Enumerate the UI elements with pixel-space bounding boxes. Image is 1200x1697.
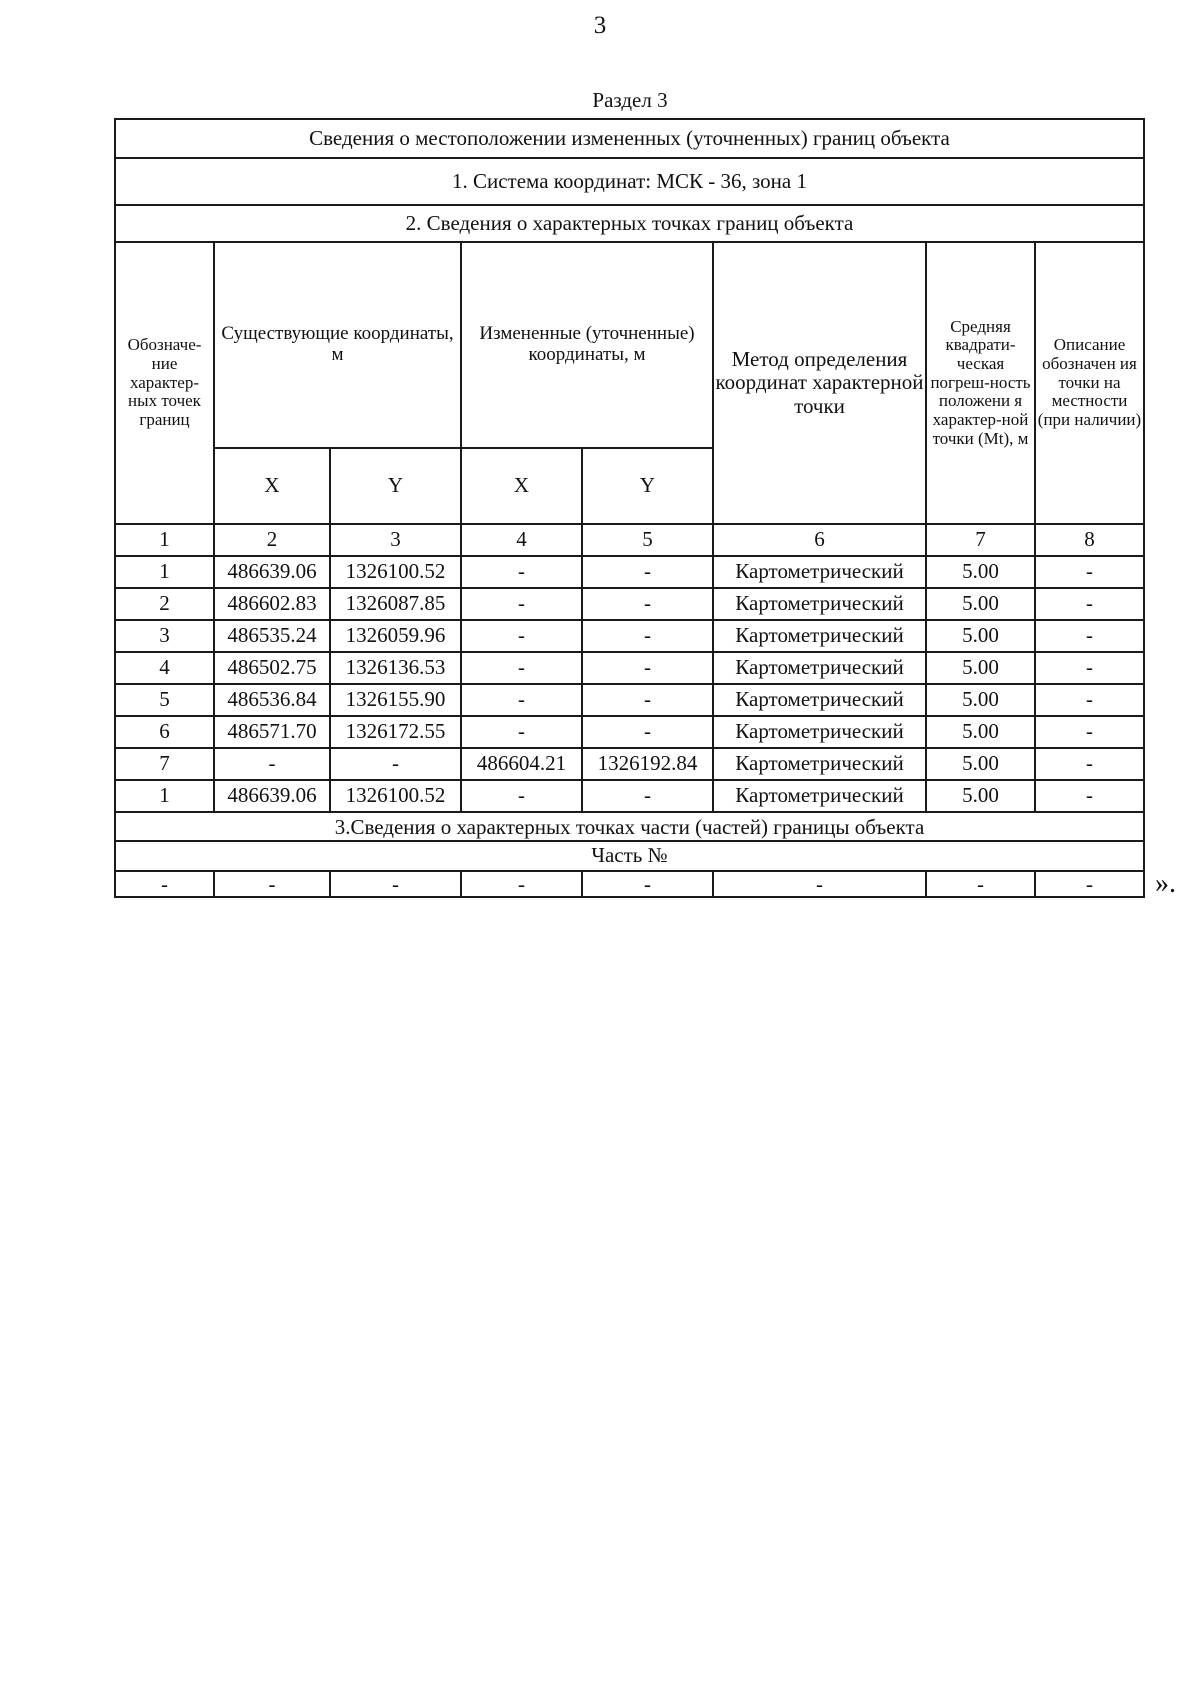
section-title: Раздел 3 bbox=[592, 88, 668, 112]
table-cell: 486604.21 bbox=[461, 748, 582, 780]
table-cell: 486535.24 bbox=[214, 620, 330, 652]
table-row bbox=[115, 748, 1144, 780]
table-cell: - bbox=[1035, 684, 1144, 716]
table-cell: 5.00 bbox=[926, 556, 1035, 588]
table-cell: 1326087.85 bbox=[330, 588, 461, 620]
table-cell: - bbox=[461, 684, 582, 716]
table-cell: - bbox=[582, 871, 713, 897]
column-number: 8 bbox=[1035, 524, 1144, 556]
table-cell: 5 bbox=[115, 684, 214, 716]
table-cell: Картометрический bbox=[713, 748, 926, 780]
table-cell: 5.00 bbox=[926, 684, 1035, 716]
table-cell: 5.00 bbox=[926, 716, 1035, 748]
table-cell: - bbox=[1035, 588, 1144, 620]
header-method: Метод определения координат характерной точки bbox=[713, 242, 926, 524]
header-existing-coords: Существующие координаты, м bbox=[214, 242, 461, 448]
table-cell: - bbox=[1035, 652, 1144, 684]
table-cell: Картометрический bbox=[713, 588, 926, 620]
table-cell: 5.00 bbox=[926, 620, 1035, 652]
part-number-label: Часть № bbox=[115, 841, 1144, 871]
table-cell: 1326100.52 bbox=[330, 780, 461, 812]
table-cell: 5.00 bbox=[926, 780, 1035, 812]
table-cell: - bbox=[582, 556, 713, 588]
table-cell: - bbox=[1035, 620, 1144, 652]
closing-mark: ». bbox=[1155, 868, 1176, 899]
table-cell: 5.00 bbox=[926, 588, 1035, 620]
table-cell: 1326172.55 bbox=[330, 716, 461, 748]
table-row bbox=[115, 716, 1144, 748]
table-cell: - bbox=[461, 652, 582, 684]
parts-section-header: 3.Сведения о характерных точках части (частей) границы объекта bbox=[115, 812, 1144, 841]
table-cell: 486571.70 bbox=[214, 716, 330, 748]
table-row bbox=[115, 620, 1144, 652]
table-cell: - bbox=[582, 684, 713, 716]
table-cell: - bbox=[461, 588, 582, 620]
table-cell: - bbox=[582, 716, 713, 748]
header-changed-y: Y bbox=[582, 448, 713, 524]
table-cell: 486639.06 bbox=[214, 780, 330, 812]
page-number: 3 bbox=[593, 12, 607, 39]
coordinate-system: 1. Система координат: МСК - 36, зона 1 bbox=[115, 158, 1144, 205]
table-cell: - bbox=[461, 780, 582, 812]
table-cell: 486502.75 bbox=[214, 652, 330, 684]
table-cell: - bbox=[926, 871, 1035, 897]
boundary-points-table bbox=[114, 118, 1145, 898]
table-cell: 5.00 bbox=[926, 652, 1035, 684]
table-row bbox=[115, 652, 1144, 684]
table-cell: - bbox=[214, 748, 330, 780]
column-numbers-row bbox=[115, 524, 1144, 556]
table-cell: - bbox=[330, 871, 461, 897]
header-existing-y: Y bbox=[330, 448, 461, 524]
table-cell: Картометрический bbox=[713, 652, 926, 684]
table-cell: 1326136.53 bbox=[330, 652, 461, 684]
header-changed-coords: Измененные (уточненные) координаты, м bbox=[461, 242, 713, 448]
table-row bbox=[115, 871, 1144, 897]
header-existing-x: X bbox=[214, 448, 330, 524]
column-number: 2 bbox=[214, 524, 330, 556]
column-number: 7 bbox=[926, 524, 1035, 556]
table-cell: - bbox=[1035, 716, 1144, 748]
table-cell: - bbox=[582, 620, 713, 652]
table-cell: 1326155.90 bbox=[330, 684, 461, 716]
table-cell: Картометрический bbox=[713, 620, 926, 652]
table-cell: 486536.84 bbox=[214, 684, 330, 716]
points-section-header: 2. Сведения о характерных точках границ объекта bbox=[115, 205, 1144, 242]
table-cell: Картометрический bbox=[713, 780, 926, 812]
table-cell: 5.00 bbox=[926, 748, 1035, 780]
table-cell: - bbox=[115, 871, 214, 897]
table-cell: - bbox=[461, 556, 582, 588]
table-cell: - bbox=[582, 780, 713, 812]
header-designation: Обозначе-ние характер-ных точек границ bbox=[115, 242, 214, 524]
table-cell: - bbox=[582, 588, 713, 620]
table-row bbox=[115, 588, 1144, 620]
table-cell: 2 bbox=[115, 588, 214, 620]
header-error: Средняя квадрати-ческая погреш-ность положени я характер-ной точки (Mt), м bbox=[926, 242, 1035, 524]
table-cell: - bbox=[713, 871, 926, 897]
table-cell: Картометрический bbox=[713, 684, 926, 716]
table-cell: 1326059.96 bbox=[330, 620, 461, 652]
table-cell: 486639.06 bbox=[214, 556, 330, 588]
table-title: Сведения о местоположении измененных (уточненных) границ объекта bbox=[115, 119, 1144, 158]
column-number: 4 bbox=[461, 524, 582, 556]
table-cell: - bbox=[461, 620, 582, 652]
column-number: 5 bbox=[582, 524, 713, 556]
table-cell: 3 bbox=[115, 620, 214, 652]
table-cell: 4 bbox=[115, 652, 214, 684]
column-number: 6 bbox=[713, 524, 926, 556]
table-cell: - bbox=[1035, 871, 1144, 897]
table-cell: - bbox=[1035, 748, 1144, 780]
table-cell: 486602.83 bbox=[214, 588, 330, 620]
table-cell: - bbox=[461, 871, 582, 897]
table-cell: - bbox=[1035, 556, 1144, 588]
column-number: 1 bbox=[115, 524, 214, 556]
table-row bbox=[115, 780, 1144, 812]
table-cell: - bbox=[330, 748, 461, 780]
table-cell: 1 bbox=[115, 780, 214, 812]
table-cell: - bbox=[1035, 780, 1144, 812]
table-cell: 1326192.84 bbox=[582, 748, 713, 780]
table-cell: 1326100.52 bbox=[330, 556, 461, 588]
table-cell: 7 bbox=[115, 748, 214, 780]
column-number: 3 bbox=[330, 524, 461, 556]
table-cell: - bbox=[582, 652, 713, 684]
table-row bbox=[115, 684, 1144, 716]
header-changed-x: X bbox=[461, 448, 582, 524]
table-cell: Картометрический bbox=[713, 556, 926, 588]
table-cell: Картометрический bbox=[713, 716, 926, 748]
table-row bbox=[115, 556, 1144, 588]
table-cell: 6 bbox=[115, 716, 214, 748]
table-cell: - bbox=[214, 871, 330, 897]
table-cell: - bbox=[461, 716, 582, 748]
header-description: Описание обозначен ия точки на местности (при наличии) bbox=[1035, 242, 1144, 524]
table-cell: 1 bbox=[115, 556, 214, 588]
